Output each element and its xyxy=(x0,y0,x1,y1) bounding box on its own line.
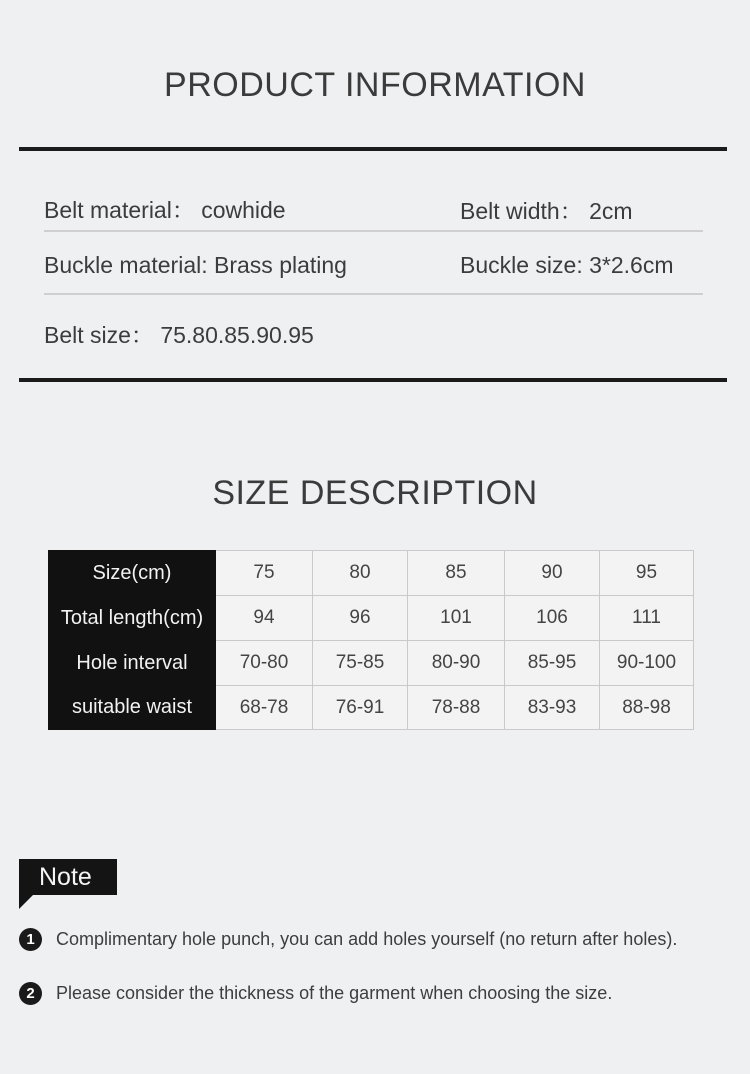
note-text: Please consider the thickness of the garment when choosing the size. xyxy=(56,983,613,1003)
table-cell: 75 xyxy=(216,551,313,596)
note-item-1 xyxy=(19,928,677,951)
row-header: Hole interval xyxy=(49,641,216,686)
table-cell: 68-78 xyxy=(216,686,313,730)
table-cell: 88-98 xyxy=(600,686,694,730)
note-text: Complimentary hole punch, you can add holes yourself (no return after holes). xyxy=(56,929,678,949)
row-header: Total length(cm) xyxy=(49,596,216,641)
belt-width: Belt width： 2cm xyxy=(460,198,633,224)
table-cell: 101 xyxy=(408,596,505,641)
size-table xyxy=(48,550,694,730)
number-1-icon: 1 xyxy=(19,928,42,951)
table-cell: 76-91 xyxy=(313,686,408,730)
table-row xyxy=(49,686,694,730)
table-row xyxy=(49,641,694,686)
number-2-icon: 2 xyxy=(19,982,42,1005)
size-description-title: SIZE DESCRIPTION xyxy=(212,474,538,512)
buckle-material: Buckle material: Brass plating xyxy=(44,252,347,278)
table-cell: 75-85 xyxy=(313,641,408,686)
product-info-title: PRODUCT INFORMATION xyxy=(164,66,586,104)
row-header: Size(cm) xyxy=(49,551,216,596)
table-cell: 90 xyxy=(505,551,600,596)
table-row xyxy=(49,551,694,596)
info-divider-1 xyxy=(44,230,703,232)
info-divider-2 xyxy=(44,293,703,295)
row-header: suitable waist xyxy=(49,686,216,730)
table-cell: 83-93 xyxy=(505,686,600,730)
table-cell: 94 xyxy=(216,596,313,641)
table-cell: 78-88 xyxy=(408,686,505,730)
table-cell: 80-90 xyxy=(408,641,505,686)
bottom-divider xyxy=(19,378,727,382)
table-cell: 90-100 xyxy=(600,641,694,686)
table-cell: 111 xyxy=(600,596,694,641)
note-label: Note xyxy=(19,859,117,895)
table-cell: 85-95 xyxy=(505,641,600,686)
table-row xyxy=(49,596,694,641)
table-cell: 106 xyxy=(505,596,600,641)
top-divider xyxy=(19,147,727,151)
table-cell: 95 xyxy=(600,551,694,596)
belt-material: Belt material： cowhide xyxy=(44,197,286,223)
note-item-2 xyxy=(19,982,612,1005)
table-cell: 85 xyxy=(408,551,505,596)
belt-size: Belt size： 75.80.85.90.95 xyxy=(44,322,314,348)
table-cell: 96 xyxy=(313,596,408,641)
buckle-size: Buckle size: 3*2.6cm xyxy=(460,252,674,278)
table-cell: 70-80 xyxy=(216,641,313,686)
note-label-tail xyxy=(19,895,33,909)
table-cell: 80 xyxy=(313,551,408,596)
